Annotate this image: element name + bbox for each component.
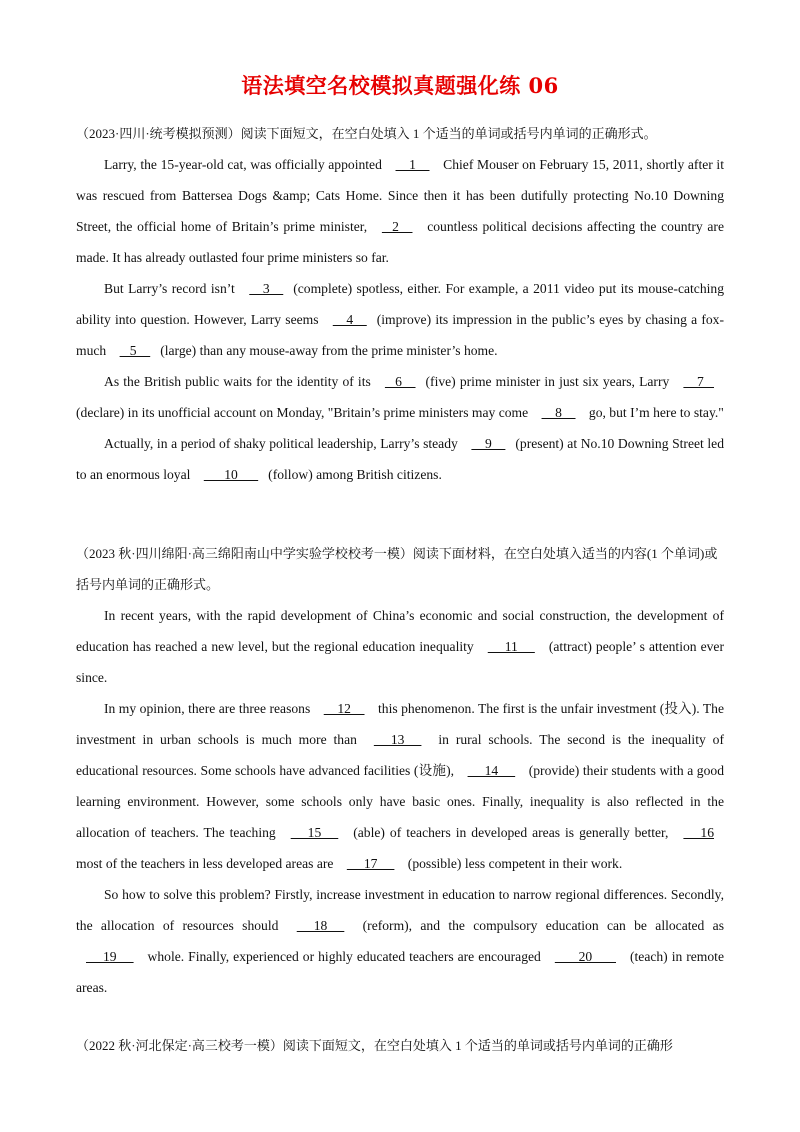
passage-1-paragraph-2: But Larry’s record isn’t 3 (complete) spotless, either. For example, a 2011 video put its mouse-catching ability into question. However, Larry seems 4 (improve) its impression in the public’s eyes by chasing a fox-much 5 (large) than any mouse-away from the prime minister’s home.	[76, 273, 724, 366]
passage-2	[76, 538, 724, 1003]
page-title: 语法填空名校模拟真题强化练 06	[241, 73, 559, 98]
passage-1-paragraph-3: As the British public waits for the identity of its 6 (five) prime minister in just six years, Larry 7 (declare) in its unofficial account on Monday, "Britain’s prime ministers may come 8 go, but I’m here to stay."	[76, 366, 724, 428]
blank-13[interactable]: 13	[373, 732, 422, 747]
blank-9[interactable]: 9	[471, 436, 506, 451]
passage-3	[76, 1030, 724, 1061]
blank-1[interactable]: 1	[395, 157, 430, 172]
passage-3-source: （2022 秋·河北保定·高三校考一模）阅读下面短文，在空白处填入 1 个适当的单词或括号内单词的正确形	[76, 1038, 673, 1053]
blank-18[interactable]: 18	[296, 918, 345, 933]
blank-15[interactable]: 15	[290, 825, 339, 840]
passage-2-source: （2023 秋·四川绵阳·高三绵阳南山中学实验学校校考一模）阅读下面材料，在空白处填入适当的内容(1 个单词)或括号内单词的正确形式。	[76, 546, 718, 592]
blank-2[interactable]: 2	[381, 219, 413, 234]
blank-11[interactable]: 11	[487, 639, 535, 654]
blank-14[interactable]: 14	[467, 763, 516, 778]
blank-16[interactable]: 16	[683, 825, 714, 840]
passage-2-paragraph-2: In my opinion, there are three reasons 12 this phenomenon. The first is the unfair investment (投入). The investment in urban schools is much more than 13 in rural schools. The second is the inequality of educational resources. Some schools have advanced facilities (设施), 14 (provide) their students with a good learning environment. However, some schools only have basic ones. Finally, inequality is also reflected in the allocation of teachers. The teaching 15 (able) of teachers in developed areas is generally better, 16 most of the teachers in less developed areas are 17 (possible) less competent in their work.	[76, 693, 724, 879]
passage-1	[76, 118, 724, 490]
passage-1-paragraph-1: Larry, the 15-year-old cat, was officially appointed 1 Chief Mouser on February 15, 2011, shortly after it was rescued from Battersea Dogs &amp; Cats Home. Since then it has been dutifully protecting No.10 Downing Street, the official home of Britain’s prime minister, 2 countless political decisions affecting the country are made. It has already outlasted four prime ministers so far.	[76, 149, 724, 273]
blank-8[interactable]: 8	[541, 405, 576, 420]
blank-20[interactable]: 20	[554, 949, 616, 964]
blank-6[interactable]: 6	[384, 374, 416, 389]
passage-2-paragraph-3: So how to solve this problem? Firstly, increase investment in education to narrow regional differences. Secondly, the allocation of resources should 18 (reform), and the compulsory education can be allocated as 19 whole. Finally, experienced or highly educated teachers are encouraged 20 (teach) in remote areas.	[76, 887, 724, 995]
blank-17[interactable]: 17	[346, 856, 395, 871]
blank-3[interactable]: 3	[249, 281, 284, 296]
passage-1-paragraph-4: Actually, in a period of shaky political leadership, Larry’s steady 9 (present) at No.10 Downing Street led to an enormous loyal 10 (follow) among British citizens.	[76, 428, 724, 490]
blank-19[interactable]: 19	[86, 949, 134, 964]
blank-12[interactable]: 12	[323, 701, 365, 716]
blank-10[interactable]: 10	[203, 467, 259, 482]
blank-4[interactable]: 4	[332, 312, 367, 327]
blank-5[interactable]: 5	[119, 343, 151, 358]
blank-7[interactable]: 7	[683, 374, 714, 389]
passage-2-paragraph-1: In recent years, with the rapid development of China’s economic and social construction, the development of education has reached a new level, but the regional education inequality 11 (attract) people’ s attention ever since.	[76, 608, 724, 685]
passage-1-source: （2023·四川·统考模拟预测）阅读下面短文，在空白处填入 1 个适当的单词或括号内单词的正确形式。	[76, 126, 657, 141]
